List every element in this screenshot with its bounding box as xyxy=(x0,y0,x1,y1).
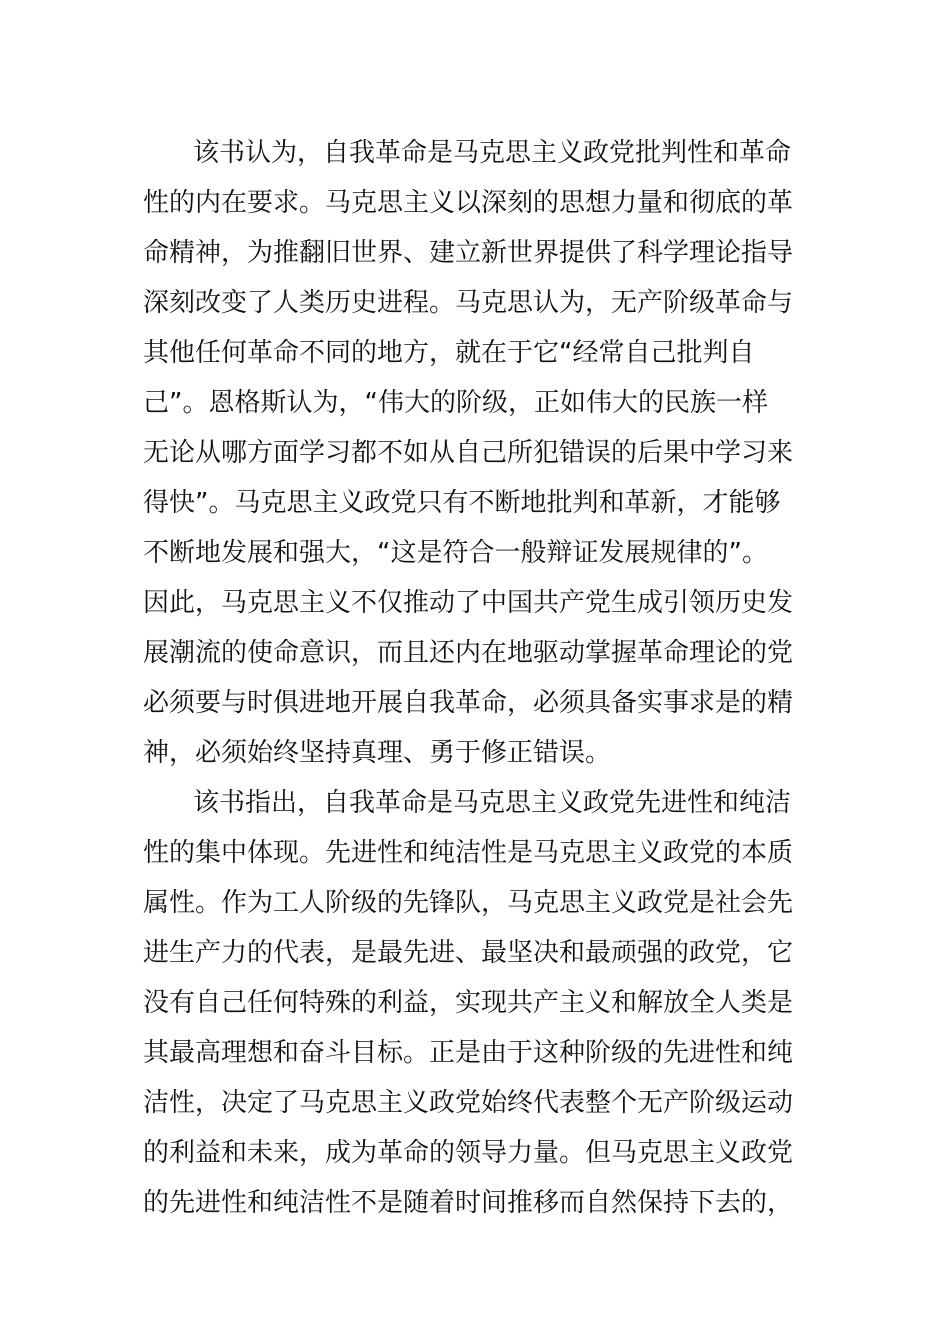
paragraph-line: 其最高理想和奋斗目标。正是由于这种阶级的先进性和纯 xyxy=(143,1038,794,1068)
paragraph-1 xyxy=(143,128,813,778)
paragraph-line: 深刻改变了人类历史进程。马克思认为，无产阶级革命与 xyxy=(143,288,794,318)
paragraph-line: 神，必须始终坚持真理、勇于修正错误。 xyxy=(143,738,612,768)
document-body xyxy=(143,128,813,1228)
paragraph-line: 的先进性和纯洁性不是随着时间推移而自然保持下去的， xyxy=(143,1188,794,1218)
paragraph-line: 该书指出，自我革命是马克思主义政党先进性和纯洁 xyxy=(193,788,792,818)
paragraph-line: 展潮流的使命意识，而且还内在地驱动掌握革命理论的党 xyxy=(143,638,794,668)
paragraph-line: 洁性，决定了马克思主义政党始终代表整个无产阶级运动 xyxy=(143,1088,794,1118)
paragraph-line: 己”。恩格斯认为，“伟大的阶级，正如伟大的民族一样 xyxy=(143,388,768,418)
paragraph-line: 进生产力的代表，是最先进、最坚决和最顽强的政党，它 xyxy=(143,938,794,968)
paragraph-line: 无论从哪方面学习都不如从自己所犯错误的后果中学习来 xyxy=(143,438,794,468)
paragraph-line: 性的内在要求。马克思主义以深刻的思想力量和彻底的革 xyxy=(143,188,794,218)
paragraph-line: 属性。作为工人阶级的先锋队，马克思主义政党是社会先 xyxy=(143,888,794,918)
paragraph-line: 性的集中体现。先进性和纯洁性是马克思主义政党的本质 xyxy=(143,838,794,868)
paragraph-line: 的利益和未来，成为革命的领导力量。但马克思主义政党 xyxy=(143,1138,794,1168)
paragraph-line: 该书认为，自我革命是马克思主义政党批判性和革命 xyxy=(193,138,792,168)
paragraph-line: 命精神，为推翻旧世界、建立新世界提供了科学理论指导 xyxy=(143,238,794,268)
paragraph-line: 得快”。马克思主义政党只有不断地批判和革新，才能够 xyxy=(143,488,781,518)
paragraph-line: 其他任何革命不同的地方，就在于它“经常自己批判自 xyxy=(143,338,755,368)
paragraph-2 xyxy=(143,778,813,1228)
paragraph-line: 没有自己任何特殊的利益，实现共产主义和解放全人类是 xyxy=(143,988,794,1018)
paragraph-line: 因此，马克思主义不仅推动了中国共产党生成引领历史发 xyxy=(143,588,794,618)
paragraph-line: 必须要与时俱进地开展自我革命，必须具备实事求是的精 xyxy=(143,688,794,718)
paragraph-line: 不断地发展和强大，“这是符合一般辩证发展规律的”。 xyxy=(143,538,768,568)
